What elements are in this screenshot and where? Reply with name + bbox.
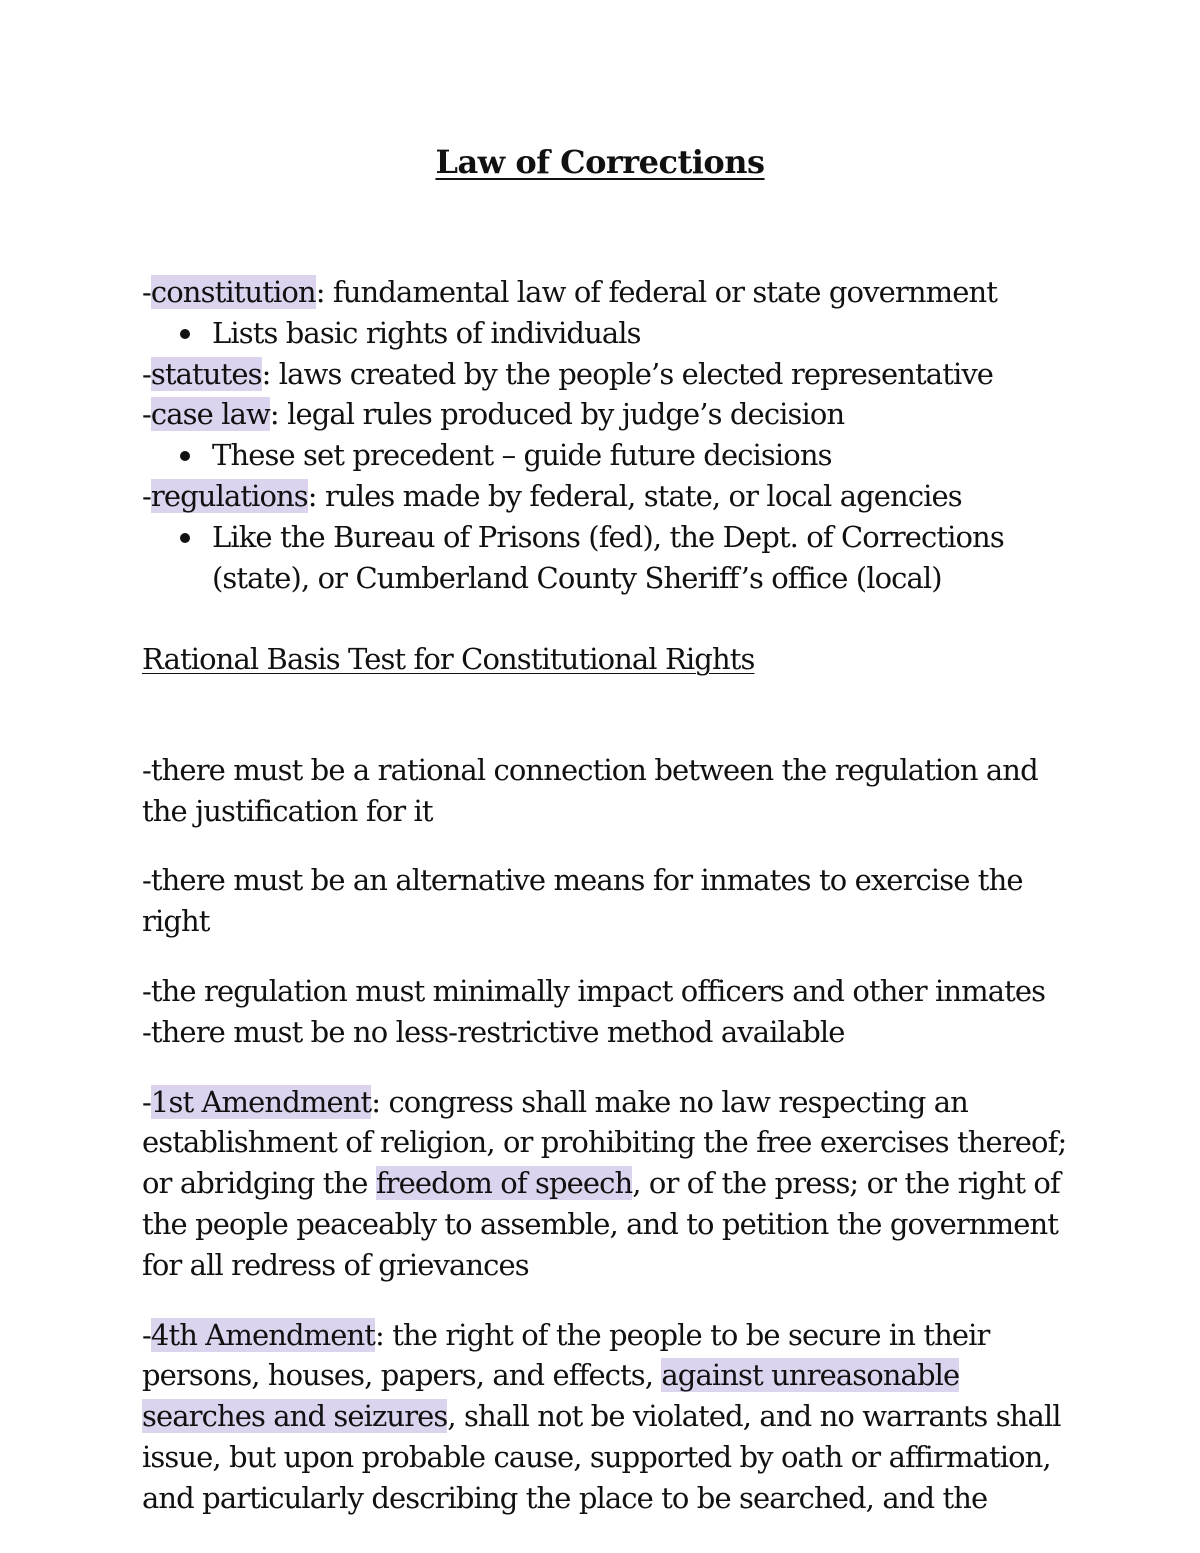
amendment-fourth: -4th Amendment: the right of the people to be secure in their persons, houses, papers, and effects, against unreasonable searches and seizures, shall not be violated, and no warrants shall issue, but upon probable cause, supported by oath or affirmation, and particularly describing the place to be searched, and the <box>142 1317 1061 1515</box>
definition-case-law: -case law: legal rules produced by judge’s decision <box>142 397 845 432</box>
definition-statutes: -statutes: laws created by the people’s elected representative <box>142 356 994 391</box>
spacer <box>142 680 1077 721</box>
bullet-icon <box>180 451 190 461</box>
document-title: Law of Corrections <box>435 143 765 181</box>
bullet-item: Like the Bureau of Prisons (fed), the Dept. of Corrections (state), or Cumberland County Sheriff’s office (local) <box>142 517 1077 599</box>
highlighted-term: case law <box>150 397 270 432</box>
highlighted-term: statutes <box>150 356 262 391</box>
highlighted-term: constitution <box>150 275 316 309</box>
test-item: -there must be no less-restrictive method available <box>142 1014 845 1049</box>
bullet-item: These set precedent – guide future decisions <box>142 435 1077 476</box>
highlighted-phrase: against unreasonable searches and seizures <box>142 1358 960 1434</box>
definition-regulations: -regulations: rules made by federal, state, or local agencies <box>142 478 962 513</box>
section-heading: Rational Basis Test for Constitutional Rights <box>142 642 755 677</box>
bullet-item: Lists basic rights of individuals <box>142 313 1077 354</box>
test-item: -the regulation must minimally impact officers and other inmates <box>142 973 1046 1008</box>
highlighted-term: regulations <box>150 478 308 513</box>
highlighted-phrase: freedom of speech <box>375 1166 633 1201</box>
amendment-first: -1st Amendment: congress shall make no law respecting an establishment of religion, or prohibiting the free exercises thereof; or abridging the freedom of speech, or of the press; or the right of the people peaceably to assemble, and to petition the government for all redress of grievances <box>142 1084 1067 1282</box>
test-item: -there must be a rational connection between the regulation and the justification for it <box>142 752 1038 828</box>
document-body <box>142 272 1077 1548</box>
test-item: -there must be an alternative means for inmates to exercise the right <box>142 863 1023 939</box>
definition-constitution: -constitution: fundamental law of federal or state government <box>142 275 997 309</box>
bullet-icon <box>180 533 190 543</box>
highlighted-term: 1st Amendment <box>150 1084 372 1119</box>
spacer <box>142 598 1077 639</box>
bullet-icon <box>180 329 190 339</box>
highlighted-term: 4th Amendment <box>150 1317 376 1352</box>
